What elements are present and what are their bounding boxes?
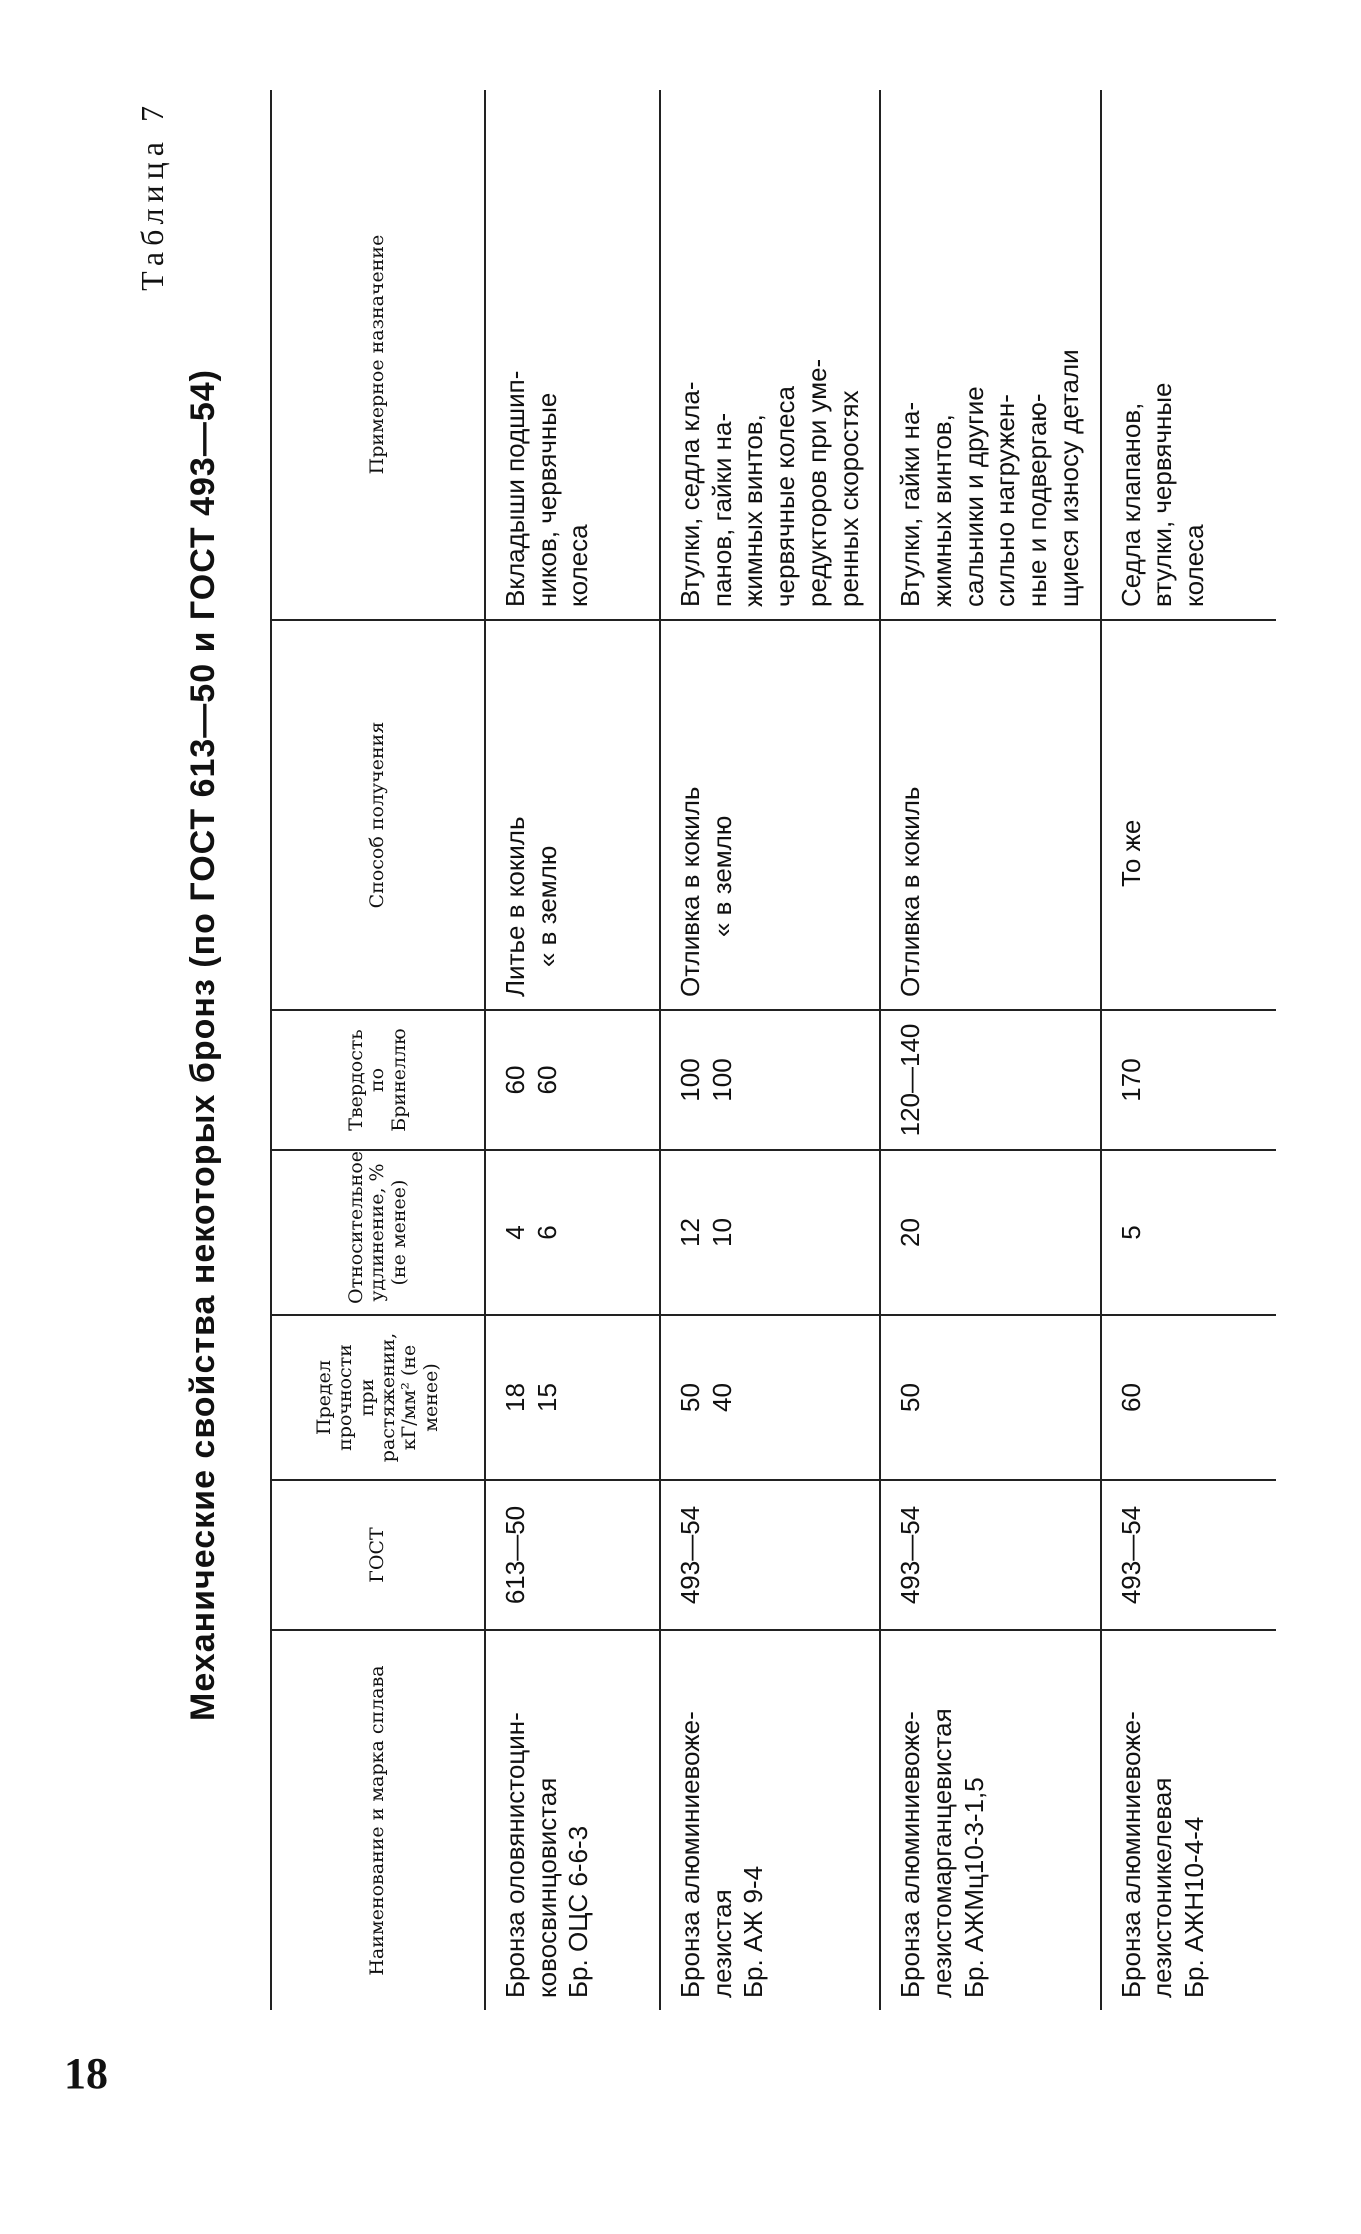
- cell-line: 60: [1115, 1383, 1146, 1412]
- header-method: Способ получения: [271, 620, 485, 1010]
- cell-strength: [485, 1315, 660, 1480]
- cell-line: Втулки, седла кла-: [675, 381, 705, 607]
- rotated-table-frame: [120, 70, 1240, 2020]
- cell-line: щиеся износу детали: [1053, 349, 1084, 607]
- cell-line: Бр. АЖН10-4-4: [1179, 1816, 1210, 1998]
- cell-gost: 493—54: [880, 1480, 1100, 1630]
- header-gost: ГОСТ: [271, 1480, 485, 1630]
- cell-elongation: [880, 1150, 1100, 1315]
- cell-line: Бронза алюминиевоже-: [1115, 1711, 1146, 1998]
- cell-elongation: [485, 1150, 660, 1315]
- header-use: Примерное назначение: [271, 90, 485, 620]
- table-row: [880, 90, 1100, 2010]
- cell-strength: [660, 1315, 880, 1480]
- cell-name: [660, 1630, 880, 2010]
- cell-line: 50: [895, 1383, 926, 1412]
- cell-hardness: [485, 1010, 660, 1150]
- cell-line: ников, червячные: [531, 392, 562, 607]
- cell-line: Седла клапанов,: [1115, 402, 1146, 607]
- cell-line: лезистая: [706, 1889, 737, 1998]
- cell-elongation: [1101, 1150, 1276, 1315]
- cell-line: лезистомарганцевистая: [927, 1708, 958, 1998]
- cell-use: [660, 90, 880, 620]
- cell-line: ковосвинцовистая: [531, 1777, 562, 1998]
- cell-line: 12: [675, 1218, 705, 1247]
- header-elongation: Относительное удлинение, % (не менее): [271, 1150, 485, 1315]
- cell-line: жимных винтов,: [738, 414, 769, 607]
- header-hardness: Твердость по Бринеллю: [271, 1010, 485, 1150]
- cell-strength: [880, 1315, 1100, 1480]
- cell-line: Бронза алюминиевоже-: [675, 1711, 705, 1998]
- cell-line: червячные колеса: [770, 386, 801, 607]
- cell-line: Бронза оловянистоцин-: [500, 1712, 530, 1998]
- cell-elongation: [660, 1150, 880, 1315]
- cell-line: колеса: [1179, 524, 1210, 607]
- cell-line: Бронза алюминиевоже-: [895, 1711, 926, 1998]
- cell-name: [485, 1630, 660, 2010]
- cell-line: 10: [706, 1218, 737, 1247]
- header-strength: Предел прочности при растяжении, кГ/мм² (не менее): [271, 1315, 485, 1480]
- cell-line: втулки, червячные: [1147, 382, 1178, 607]
- table-row: [1101, 90, 1276, 2010]
- cell-line: 15: [531, 1383, 562, 1412]
- table-header-row: [271, 90, 485, 2010]
- cell-use: [1101, 90, 1276, 620]
- cell-line: ные и подвергаю-: [1022, 393, 1053, 607]
- cell-gost: 493—54: [660, 1480, 880, 1630]
- cell-line: 5: [1115, 1225, 1146, 1240]
- cell-line: 20: [895, 1218, 926, 1247]
- cell-line: редукторов при уме-: [801, 358, 832, 607]
- cell-line: Втулки, гайки на-: [895, 401, 926, 607]
- cell-line: сальники и другие: [958, 386, 989, 607]
- cell-line: 50: [675, 1383, 705, 1412]
- cell-use: [485, 90, 660, 620]
- cell-method: [880, 620, 1100, 1010]
- table-label: Таблица 7: [134, 100, 170, 291]
- cell-line: 18: [500, 1383, 530, 1412]
- cell-line: 40: [706, 1383, 737, 1412]
- cell-method: [485, 620, 660, 1010]
- cell-line: Отливка в кокиль: [895, 786, 926, 997]
- cell-line: Отливка в кокиль: [675, 786, 705, 997]
- header-name: Наименование и марка сплава: [271, 1630, 485, 2010]
- cell-line: Бр. АЖ 9-4: [738, 1865, 769, 1998]
- cell-line: сильно нагружен-: [990, 394, 1021, 607]
- cell-line: 60: [531, 1065, 562, 1095]
- cell-line: 4: [500, 1225, 530, 1240]
- cell-use: [880, 90, 1100, 620]
- cell-line: Бр. ОЦС 6-6-3: [563, 1825, 594, 1998]
- page-number: 18: [64, 2049, 108, 2098]
- cell-line: 60: [500, 1065, 530, 1095]
- cell-line: 100: [706, 1058, 737, 1102]
- cell-line: То же: [1115, 819, 1146, 887]
- cell-method: [1101, 620, 1276, 1010]
- cell-line: « в землю: [706, 815, 737, 937]
- cell-hardness: [660, 1010, 880, 1150]
- cell-line: ренных скоростях: [833, 390, 864, 607]
- cell-line: лезистоникелевая: [1147, 1777, 1178, 1998]
- table-row: [485, 90, 660, 2010]
- cell-line: 6: [531, 1225, 562, 1240]
- cell-line: « в землю: [531, 845, 562, 967]
- cell-line: жимных винтов,: [927, 414, 958, 607]
- cell-gost: 493—54: [1101, 1480, 1276, 1630]
- cell-name: [880, 1630, 1100, 2010]
- cell-line: Литье в кокиль: [500, 816, 530, 997]
- table-title: Механические свойства некоторых бронз (по ГОСТ 613—50 и ГОСТ 493—54): [184, 369, 222, 1721]
- bronze-properties-table: [270, 90, 1276, 2010]
- cell-line: Вкладыши подшип-: [500, 370, 530, 607]
- cell-hardness: [1101, 1010, 1276, 1150]
- cell-strength: [1101, 1315, 1276, 1480]
- cell-line: 100: [675, 1058, 705, 1102]
- cell-line: Бр. АЖМц10-3-1,5: [958, 1777, 989, 1998]
- cell-name: [1101, 1630, 1276, 2010]
- cell-hardness: [880, 1010, 1100, 1150]
- cell-line: 170: [1115, 1058, 1146, 1102]
- cell-line: панов, гайки на-: [706, 412, 737, 607]
- cell-line: 120—140: [895, 1023, 926, 1137]
- table-row: [660, 90, 880, 2010]
- cell-line: колеса: [563, 524, 594, 607]
- cell-gost: 613—50: [485, 1480, 660, 1630]
- cell-method: [660, 620, 880, 1010]
